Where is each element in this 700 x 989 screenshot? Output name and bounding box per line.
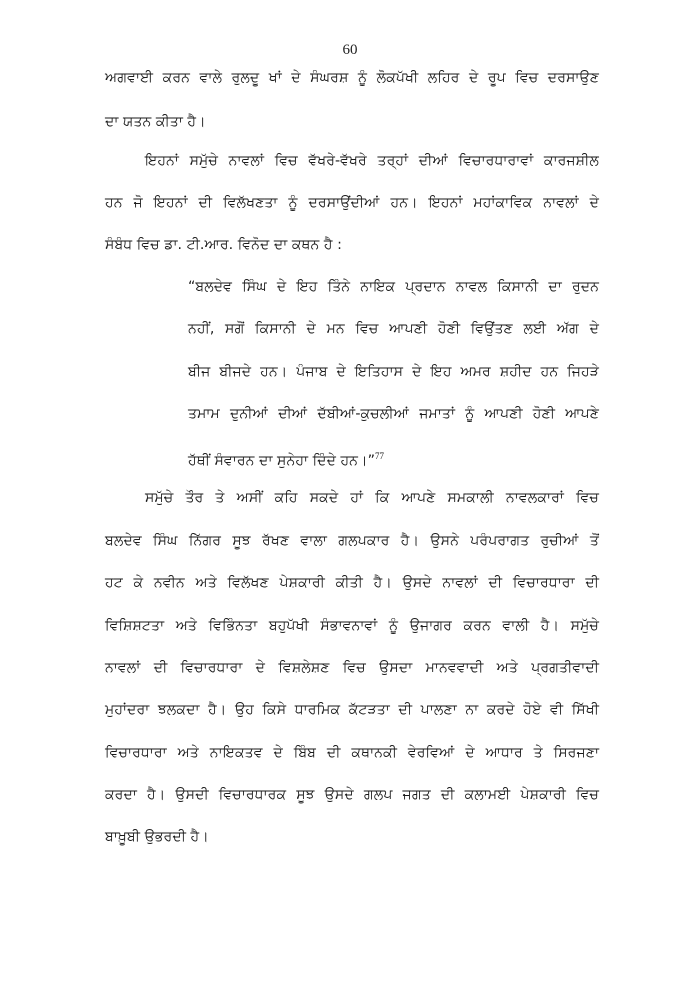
- text-line: ਸੰਬੰਧ ਵਿਚ ਡਾ. ਟੀ.ਆਰ. ਵਿਨੋਦ ਦਾ ਕਥਨ ਹੈ :: [105, 237, 342, 253]
- text-line: ਬਲਦੇਵ ਸਿੰਘ ਨਿੱਗਰ ਸੂਝ ਰੱਖਣ ਵਾਲਾ ਗਲਪਕਾਰ ਹੈ। ਉਸਨੇ ਪਰੰਪਰਾਗਤ ਰੁਚੀਆਂ ਤੋਂ: [105, 533, 599, 549]
- text-line: ਸਮੁੱਚੇ ਤੌਰ ਤੇ ਅਸੀਂ ਕਹਿ ਸਕਦੇ ਹਾਂ ਕਿ ਆਪਣੇ ਸਮਕਾਲੀ ਨਾਵਲਕਾਰਾਂ ਵਿਚ: [145, 490, 599, 506]
- text-line: ਹਨ ਜੋ ਇਹਨਾਂ ਦੀ ਵਿਲੱਖਣਤਾ ਨੂੰ ਦਰਸਾਉਂਦੀਆਂ ਹਨ। ਇਹਨਾਂ ਮਹਾਂਕਾਵਿਕ ਨਾਵਲਾਂ ਦੇ: [105, 195, 599, 211]
- text-line: ਅਗਵਾਈ ਕਰਨ ਵਾਲੇ ਰੁਲਦੂ ਖਾਂ ਦੇ ਸੰਘਰਸ਼ ਨੂੰ ਲੋਕਪੱਖੀ ਲਹਿਰ ਦੇ ਰੂਪ ਵਿਚ ਦਰਸਾਉਣ: [105, 70, 599, 86]
- quote-line: “ਬਲਦੇਵ ਸਿੰਘ ਦੇ ਇਹ ਤਿੰਨੇ ਨਾਇਕ ਪ੍ਰਦਾਨ ਨਾਵਲ ਕਿਸਾਨੀ ਦਾ ਰੁਦਨ: [188, 279, 599, 295]
- text-line: ਨਾਵਲਾਂ ਦੀ ਵਿਚਾਰਧਾਰਾ ਦੇ ਵਿਸ਼ਲੇਸ਼ਣ ਵਿਚ ਉਸਦਾ ਮਾਨਵਵਾਦੀ ਅਤੇ ਪ੍ਰਗਤੀਵਾਦੀ: [105, 660, 599, 676]
- footnote-ref: 77: [374, 451, 384, 461]
- text-line: ਹਟ ਕੇ ਨਵੀਨ ਅਤੇ ਵਿਲੱਖਣ ਪੇਸ਼ਕਾਰੀ ਕੀਤੀ ਹੈ। ਉਸਦੇ ਨਾਵਲਾਂ ਦੀ ਵਿਚਾਰਧਾਰਾ ਦੀ: [105, 575, 599, 591]
- quote-line: [188, 446, 599, 471]
- text-line: ਦਾ ਯਤਨ ਕੀਤਾ ਹੈ।: [105, 114, 206, 130]
- quote-line: ਤਮਾਮ ਦੁਨੀਆਂ ਦੀਆਂ ਦੱਬੀਆਂ-ਕੁਚਲੀਆਂ ਜਮਾਤਾਂ ਨੂੰ ਆਪਣੀ ਹੋਣੀ ਆਪਣੇ: [188, 406, 599, 422]
- text-line: ਮੁਹਾਂਦਰਾ ਝਲਕਦਾ ਹੈ। ਉਹ ਕਿਸੇ ਧਾਰਮਿਕ ਕੱਟੜਤਾ ਦੀ ਪਾਲਣਾ ਨਾ ਕਰਦੇ ਹੋਏ ਵੀ ਸਿੱਖੀ: [105, 702, 599, 718]
- quote-text: ਹੱਥੀਂ ਸੰਵਾਰਨ ਦਾ ਸੁਨੇਹਾ ਦਿੰਦੇ ਹਨ।”: [188, 453, 375, 469]
- quote-line: ਨਹੀਂ, ਸਗੋਂ ਕਿਸਾਨੀ ਦੇ ਮਨ ਵਿਚ ਆਪਣੀ ਹੋਣੀ ਵਿਉਂਤਣ ਲਈ ਅੱਗ ਦੇ: [188, 321, 599, 337]
- page-number: 60: [342, 42, 358, 58]
- text-line: ਵਿਸ਼ਿਸ਼ਟਤਾ ਅਤੇ ਵਿਭਿੰਨਤਾ ਬਹੁਪੱਖੀ ਸੰਭਾਵਨਾਵਾਂ ਨੂੰ ਉਜਾਗਰ ਕਰਨ ਵਾਲੀ ਹੈ। ਸਮੁੱਚੇ: [105, 618, 599, 634]
- text-line: ਬਾਖ਼ੂਬੀ ਉਭਰਦੀ ਹੈ।: [105, 829, 209, 845]
- quote-line: ਬੀਜ ਬੀਜਦੇ ਹਨ। ਪੰਜਾਬ ਦੇ ਇਤਿਹਾਸ ਦੇ ਇਹ ਅਮਰ ਸ਼ਹੀਦ ਹਨ ਜਿਹੜੇ: [188, 364, 599, 380]
- text-line: ਕਰਦਾ ਹੈ। ਉਸਦੀ ਵਿਚਾਰਧਾਰਕ ਸੂਝ ਉਸਦੇ ਗਲਪ ਜਗਤ ਦੀ ਕਲਾਮਈ ਪੇਸ਼ਕਾਰੀ ਵਿਚ: [105, 787, 599, 803]
- text-line: ਇਹਨਾਂ ਸਮੁੱਚੇ ਨਾਵਲਾਂ ਵਿਚ ਵੱਖਰੇ-ਵੱਖਰੇ ਤਰ੍ਹਾਂ ਦੀਆਂ ਵਿਚਾਰਧਾਰਾਵਾਂ ਕਾਰਜਸ਼ੀਲ: [145, 153, 599, 169]
- text-line: ਵਿਚਾਰਧਾਰਾ ਅਤੇ ਨਾਇਕਤਵ ਦੇ ਬਿੰਬ ਦੀ ਕਥਾਨਕੀ ਵੇਰਵਿਆਂ ਦੇ ਆਧਾਰ ਤੇ ਸਿਰਜਣਾ: [105, 745, 599, 761]
